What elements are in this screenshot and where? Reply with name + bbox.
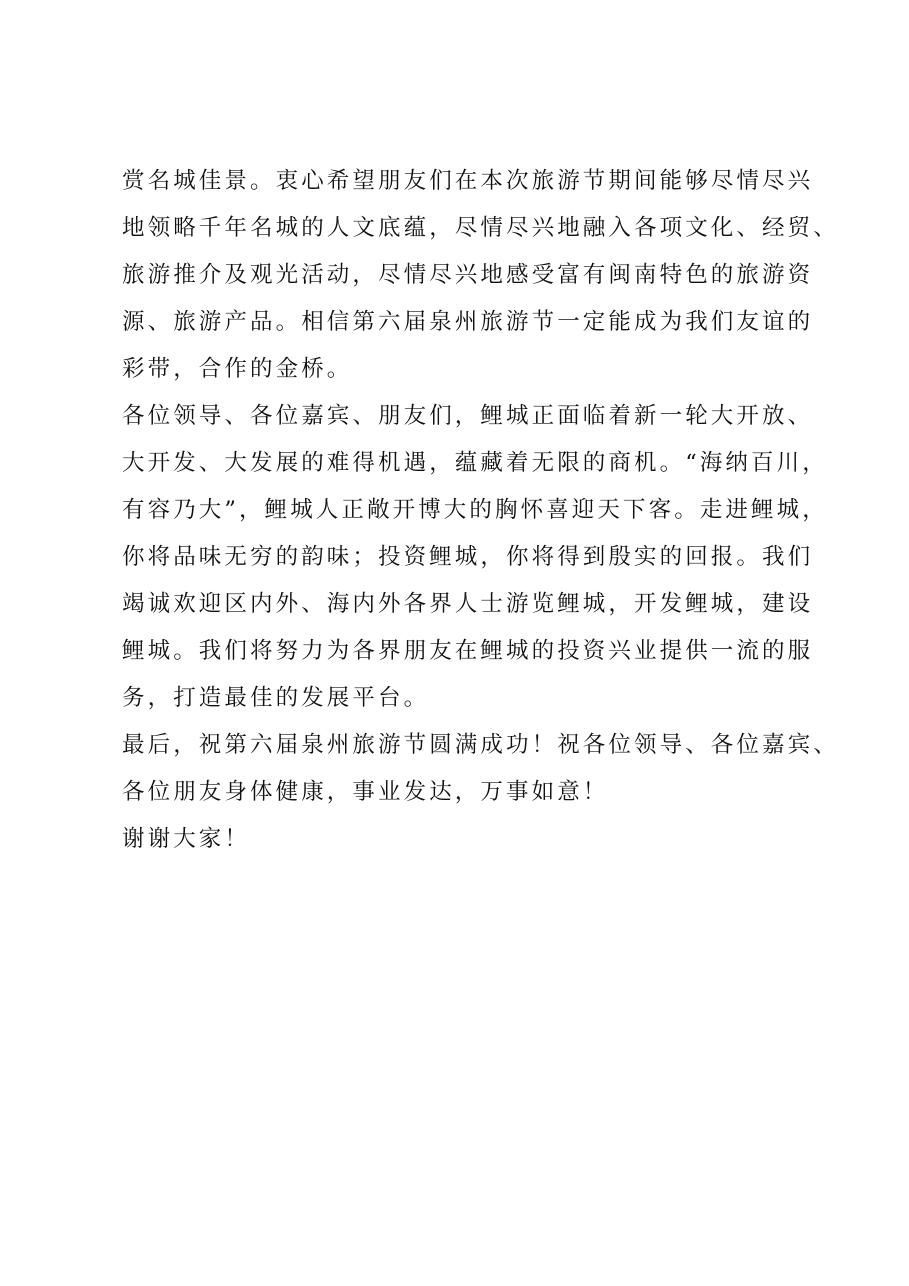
text-line: 彩带，合作的金桥。 [122,356,353,382]
text-line: 赏名城佳景。衷心希望朋友们在本次旅游节期间能够尽情尽兴 [122,168,814,194]
text-line: 大开发、大发展的难得机遇，蕴藏着无限的商机。“海纳百川， [122,450,828,476]
text-line: 你将品味无穷的韵味；投资鲤城，你将得到殷实的回报。我们 [122,544,814,570]
text-line: 务，打造最佳的发展平台。 [122,685,430,711]
text-line: 各位领导、各位嘉宾、朋友们，鲤城正面临着新一轮大开放、 [122,403,814,429]
text-line: 最后，祝第六届泉州旅游节圆满成功！祝各位领导、各位嘉宾、 [122,732,839,758]
text-line: 有容乃大”，鲤城人正敞开博大的胸怀喜迎天下客。走进鲤城， [122,497,828,523]
text-line: 旅游推介及观光活动，尽情尽兴地感受富有闽南特色的旅游资 [122,262,814,288]
text-line: 竭诚欢迎区内外、海内外各界人士游览鲤城，开发鲤城，建设 [122,591,814,617]
text-line: 谢谢大家！ [122,826,251,852]
text-line: 鲤城。我们将努力为各界朋友在鲤城的投资兴业提供一流的服 [122,638,814,664]
text-line: 地领略千年名城的人文底蕴，尽情尽兴地融入各项文化、经贸、 [122,215,839,241]
text-line: 源、旅游产品。相信第六届泉州旅游节一定能成为我们友谊的 [122,309,814,335]
speech-text [122,158,839,863]
text-line: 各位朋友身体健康，事业发达，万事如意！ [122,779,609,805]
